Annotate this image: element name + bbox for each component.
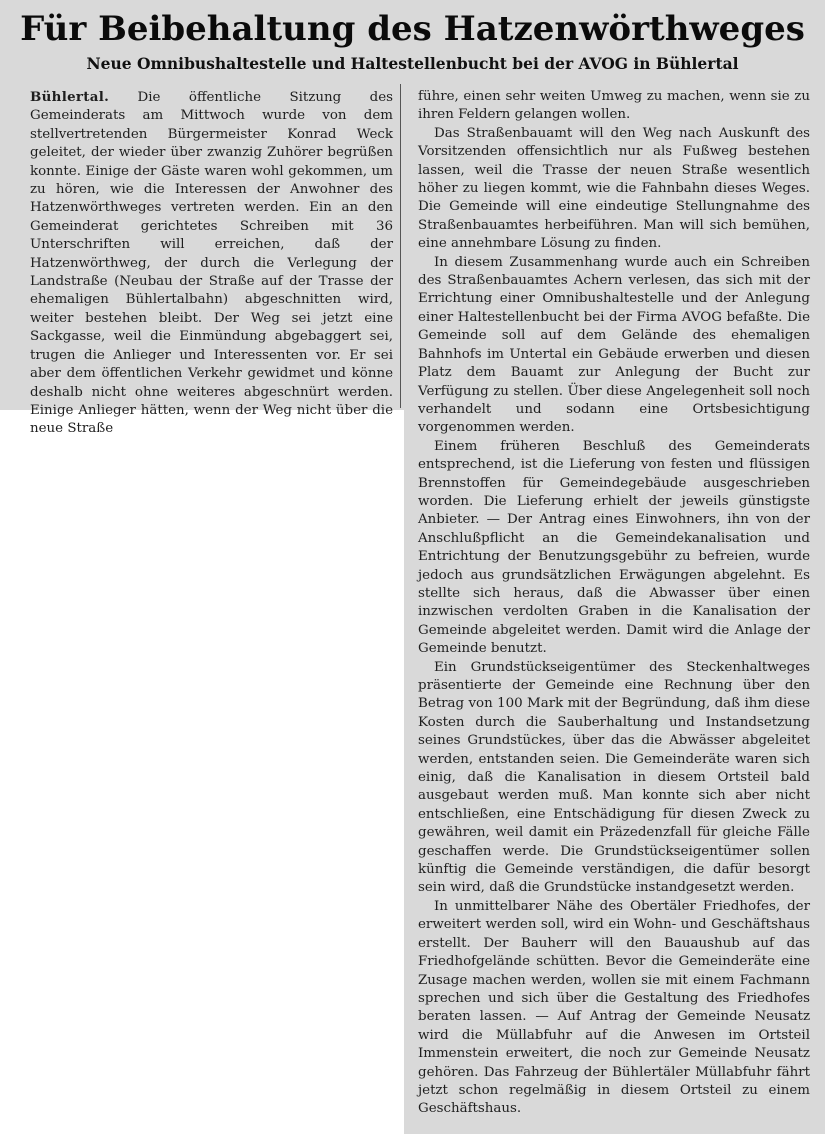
paragraph-3: In diesem Zusammenhang wurde auch ein Schreiben des Straßenbauamtes Achern verlesen, das sich mit der Errichtung einer Omnibushaltestelle und der Anlegung einer Haltestellenbucht bei der Firma AVOG befaßte. Die Gemeinde soll auf dem Gelände des ehemaligen Bahnhofs im Untertal ein Gebäude erwerben und diesen Platz dem Bauamt zur Anlegung der Bucht zur Verfügung zu stellen. Über diese Angelegenheit soll noch verhandelt und sodann eine Ortsbesichtigung vorgenommen werden. xyxy=(418,254,810,436)
dateline: Bühlertal. xyxy=(30,89,110,105)
article-column-right xyxy=(418,88,810,1119)
paragraph-4: Einem früheren Beschluß des Gemeinderats entsprechend, ist die Lieferung von festen und flüssigen Brennstoffen für Gemeindegebäude ausgeschrieben worden. Die Lieferung erhielt der jeweils günstigste Anbieter. — Der Antrag eines Einwohners, ihn von der Anschlußpflicht an die Gemeindekanalisation und Entrichtung der Benutzungsgebühr zu befreien, wurde jedoch aus grundsätzlichen Erwägungen abgelehnt. Es stellte sich heraus, daß die Abwasser über einen inzwischen verdolten Graben in die Kanalisation der Gemeinde abgeleitet werden. Damit wird die Anlage der Gemeinde benutzt. xyxy=(418,438,810,657)
paragraph-1-part-2: führe, einen sehr weiten Umweg zu machen, wenn sie zu ihren Feldern gelangen wollen. xyxy=(418,89,810,123)
paragraph-1-text: Die öffentliche Sitzung des Gemeinderats am Mittwoch wurde von dem stellvertretenden Bürgermeister Konrad Weck geleitet, der wieder über zwanzig Zuhörer begrüßen konnte. Einige der Gäste waren wohl gekommen, um zu hören, wie die Interessen der Anwohner des Hatzenwörthweges vertreten werden. Ein an den Gemeinderat gerichtetes Schreiben mit 36 Unterschriften will erreichen, daß der Hatzenwörthweg, der durch die Verlegung der Landstraße (Neubau der Straße auf der Trasse der ehemaligen Bühlertalbahn) abgeschnitten wird, weiter bestehen bleibt. Der Weg sei jetzt eine Sackgasse, weil die Einmündung abgebaggert sei, trugen die Anlieger und Interessenten vor. Er sei aber dem öffentlichen Verkehr gewidmet und könne deshalb nicht ohne weiteres abgeschnürt werden. Einige Anlieger hätten, wenn der Weg nicht über die neue Straße xyxy=(30,90,393,437)
paragraph-1-part-1 xyxy=(30,88,393,439)
paragraph-5: Ein Grundstückseigentümer des Steckenhaltweges präsentierte der Gemeinde eine Rechnung über den Betrag von 100 Mark mit der Begründung, daß ihm diese Kosten durch die Sauberhaltung und Instandsetzung seines Grundstückes, über das die Abwässer abgeleitet werden, entstanden seien. Die Gemeinderäte waren sich einig, daß die Kanalisation in diesem Ortsteil bald ausgebaut werden muß. Man konnte sich aber nicht entschließen, eine Entschädigung für diesen Zweck zu gewähren, weil damit ein Präzedenzfall für gleiche Fälle geschaffen werde. Die Grundstückseigentümer sollen künftig die Gemeinde verständigen, die dafür besorgt sein wird, daß die Grundstücke instandgesetzt werden. xyxy=(418,659,810,896)
paragraph-2: Das Straßenbauamt will den Weg nach Auskunft des Vorsitzenden offensichtlich nur als Fußweg bestehen lassen, weil die Trasse der neuen Straße wesentlich höher zu liegen kommt, wie die Fahnbahn dieses Weges. Die Gemeinde will eine eindeutige Stellungnahme des Straßenbauamtes herbeiführen. Man will sich bemühen, eine annehmbare Lösung zu finden. xyxy=(418,125,810,252)
column-divider xyxy=(400,84,401,408)
article-headline: Für Beibehaltung des Hatzenwörthweges xyxy=(20,9,805,49)
article-column-left xyxy=(30,88,393,439)
article-subheadline: Neue Omnibushaltestelle und Haltestellenbucht bei der AVOG in Bühlertal xyxy=(86,54,739,73)
paragraph-6: In unmittelbarer Nähe des Obertäler Friedhofes, der erweitert werden soll, wird ein Wohn- und Geschäftshaus erstellt. Der Bauherr will den Bauaushub auf das Friedhofgelände schütten. Bevor die Gemeinderäte eine Zusage machen werden, wollen sie mit einem Fachmann sprechen und sich über die Gestaltung des Friedhofes beraten lassen. — Auf Antrag der Gemeinde Neusatz wird die Müllabfuhr auf die Anwesen im Ortsteil Immenstein erweitert, die noch zur Gemeinde Neusatz gehören. Das Fahrzeug der Bühlertäler Müllabfuhr fährt jetzt schon regelmäßig in diesem Ortsteil zu einem Geschäftshaus. xyxy=(418,898,810,1117)
